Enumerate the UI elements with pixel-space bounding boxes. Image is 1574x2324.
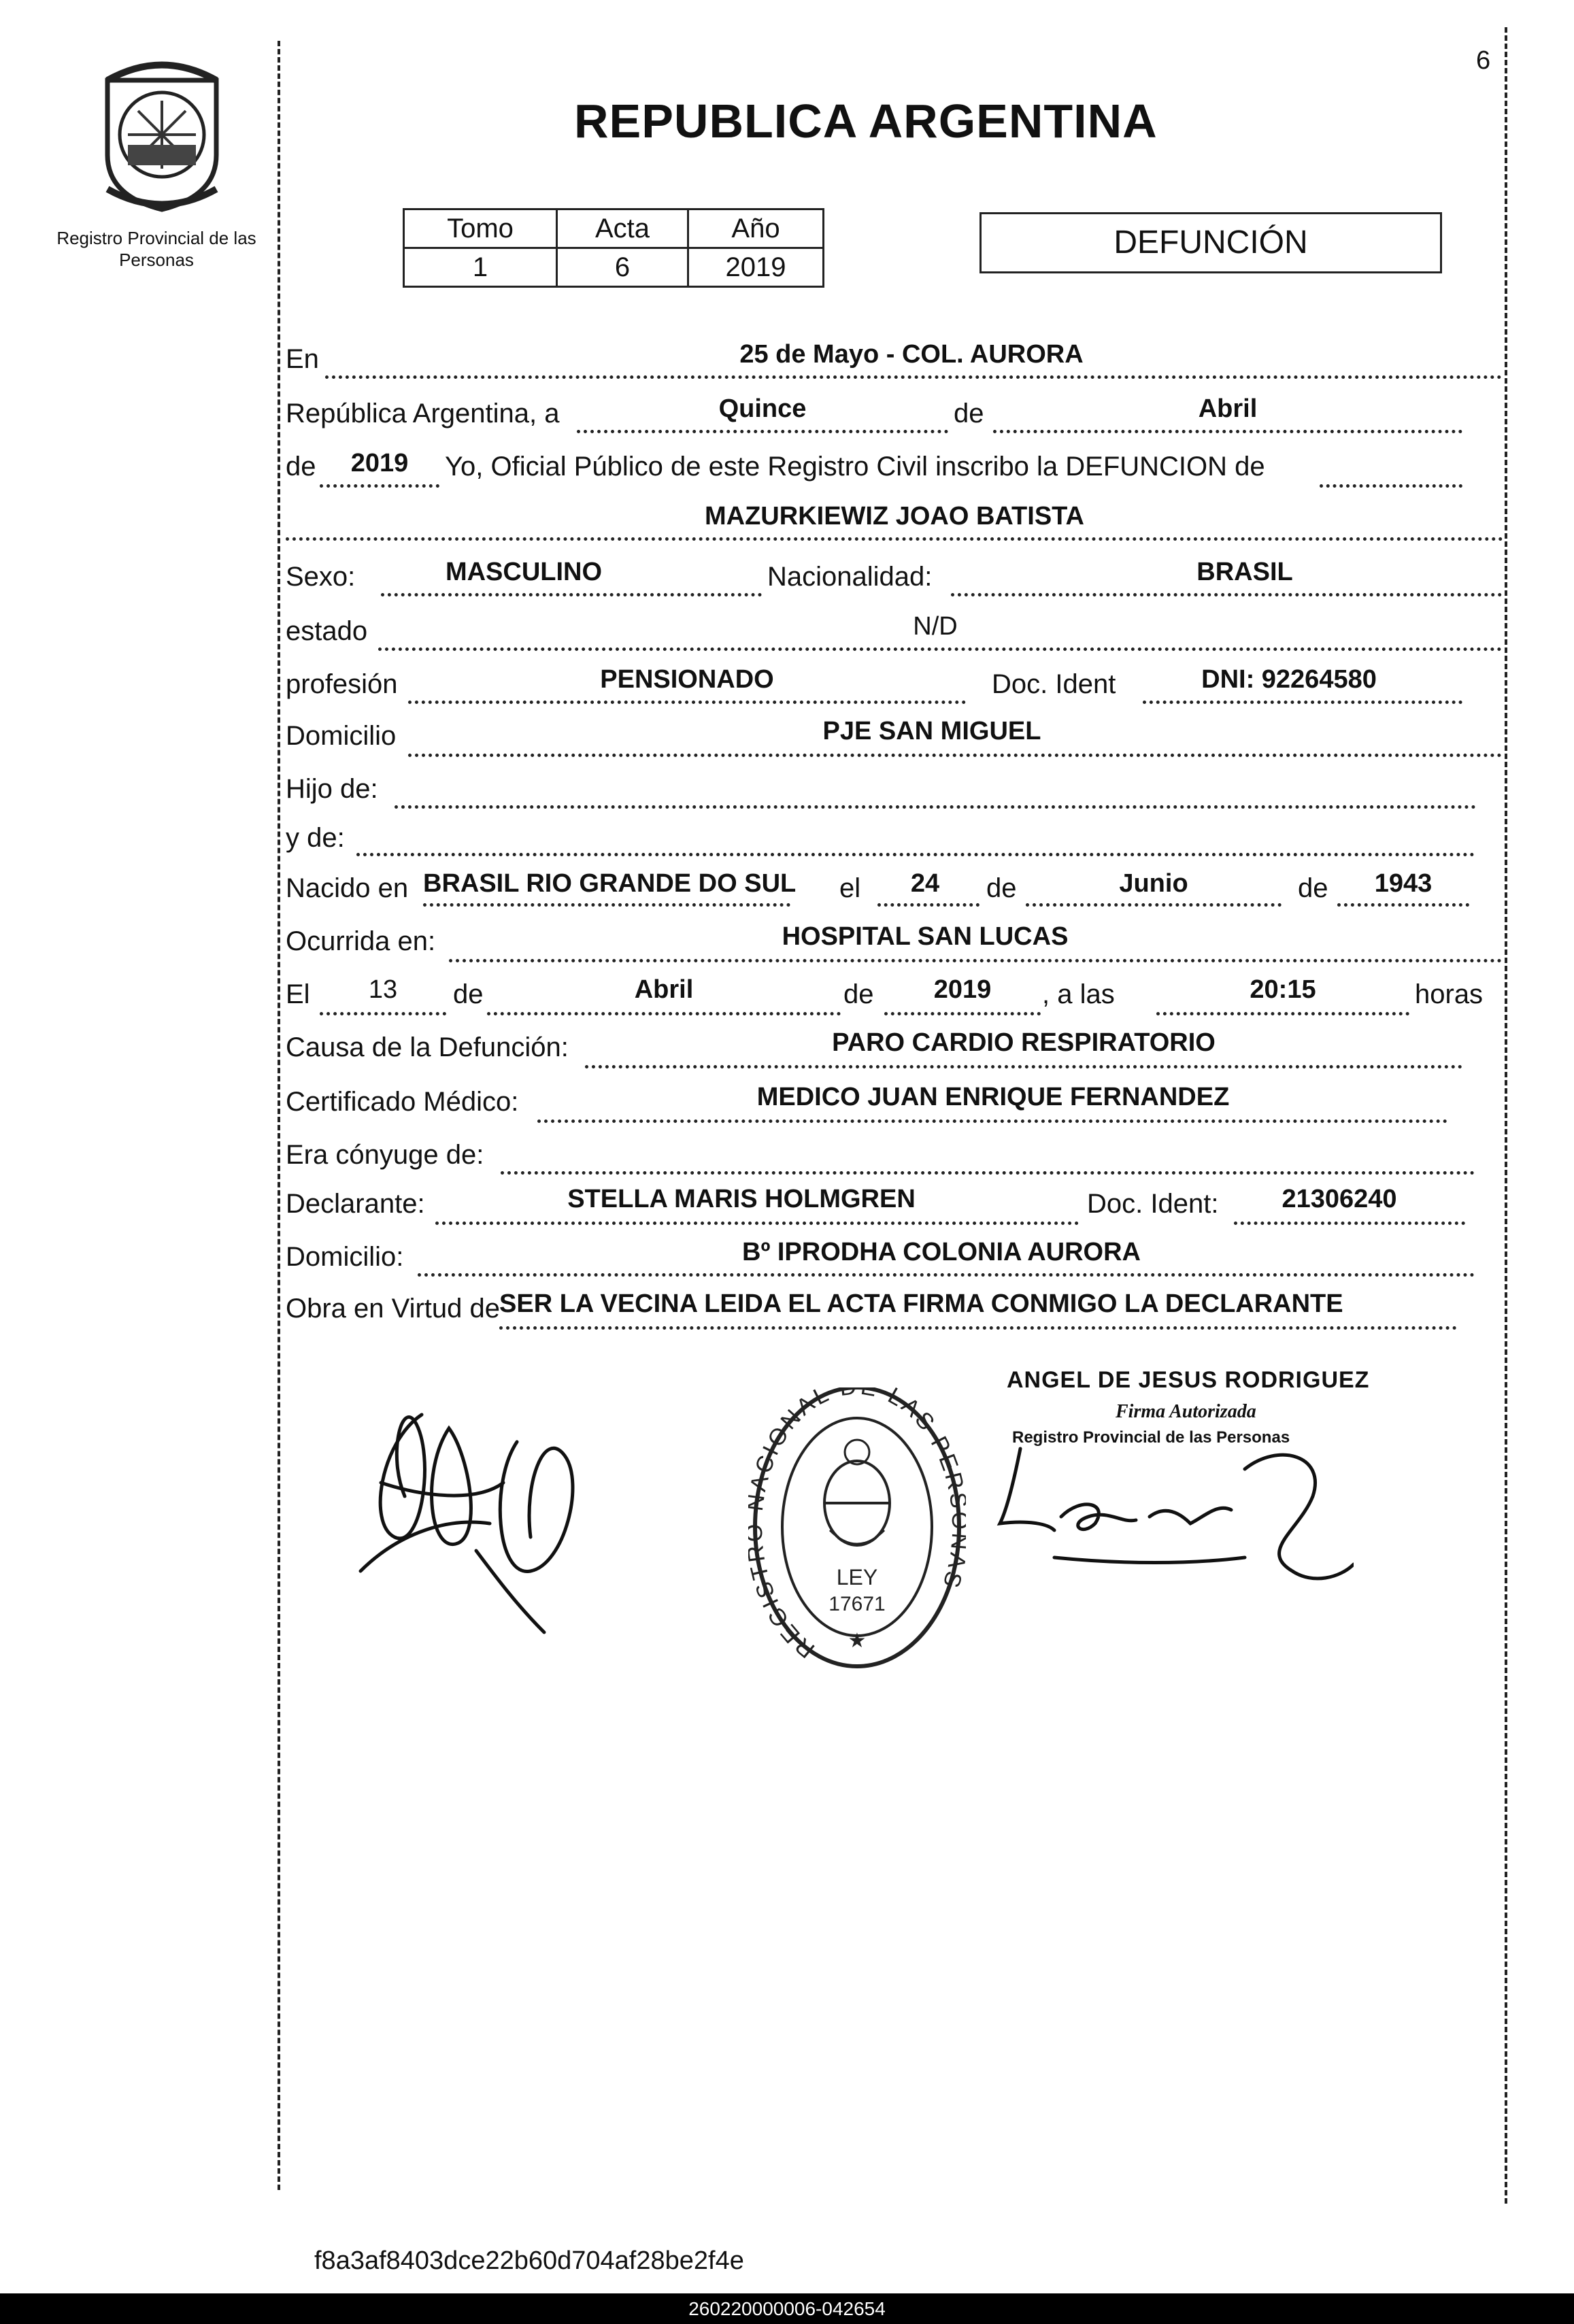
declarante-doc-value: 21306240 bbox=[1282, 1185, 1397, 1213]
domicilio2-label: Domicilio: bbox=[286, 1242, 404, 1272]
dotted-line bbox=[951, 593, 1502, 596]
dotted-line bbox=[449, 959, 1502, 962]
inscribo-text: Yo, Oficial Público de este Registro Civil inscribo la DEFUNCION de bbox=[445, 452, 1265, 482]
dotted-line bbox=[487, 1012, 841, 1015]
dotted-line bbox=[1234, 1222, 1465, 1225]
dotted-line bbox=[1156, 1012, 1409, 1015]
dotted-line bbox=[286, 537, 1503, 541]
declarant-signature bbox=[340, 1401, 626, 1646]
causa-label: Causa de la Defunción: bbox=[286, 1032, 569, 1062]
place-value: 25 de Mayo - COL. AURORA bbox=[739, 340, 1084, 369]
officer-name: ANGEL DE JESUS RODRIGUEZ bbox=[1007, 1367, 1370, 1393]
horas-label: horas bbox=[1415, 979, 1484, 1009]
dotted-line bbox=[1143, 701, 1462, 704]
registry-name: Registro Provincial de las Personas bbox=[56, 228, 256, 270]
declarante-domicilio-value: Bº IPRODHA COLONIA AURORA bbox=[742, 1238, 1141, 1266]
y-de-label: y de: bbox=[286, 823, 345, 853]
dotted-line bbox=[395, 805, 1476, 809]
dotted-line bbox=[418, 1273, 1475, 1277]
day-value: Quince bbox=[718, 394, 807, 423]
nacido-en-value: BRASIL RIO GRANDE DO SUL bbox=[423, 869, 797, 898]
domicilio-label: Domicilio bbox=[286, 721, 397, 751]
dotted-line bbox=[877, 903, 979, 907]
certificado-label: Certificado Médico: bbox=[286, 1087, 519, 1117]
record-table bbox=[403, 208, 824, 288]
doc-ident-label: Doc. Ident: bbox=[1087, 1189, 1219, 1219]
ocurrida-value: HOSPITAL SAN LUCAS bbox=[782, 922, 1069, 951]
dotted-line bbox=[537, 1119, 1447, 1123]
document-hash: f8a3af8403dce22b60d704af28be2f4e bbox=[314, 2246, 744, 2275]
death-time-value: 20:15 bbox=[1250, 975, 1316, 1004]
officer-registry: Registro Provincial de las Personas bbox=[1012, 1428, 1290, 1447]
sexo-label: Sexo: bbox=[286, 562, 356, 592]
barcode-id-bar: 260220000006-042654 bbox=[0, 2293, 1574, 2324]
hijo-label: Hijo de: bbox=[286, 774, 378, 804]
de-label: de bbox=[843, 979, 874, 1009]
estado-label: estado bbox=[286, 616, 368, 646]
de-label: de bbox=[986, 873, 1017, 903]
sexo-value: MASCULINO bbox=[445, 558, 603, 586]
seal-ley: LEY bbox=[836, 1565, 878, 1589]
seal-ring-text: REGIS CIONAL E LAS PE S bbox=[750, 1387, 966, 1664]
page-title: REPUBLICA ARGENTINA bbox=[574, 95, 1158, 148]
table-header: Año bbox=[688, 209, 824, 248]
nacionalidad-label: Nacionalidad: bbox=[767, 562, 933, 592]
table-row bbox=[404, 248, 824, 287]
table-header: Acta bbox=[557, 209, 688, 248]
misiones-logo bbox=[80, 53, 244, 216]
dotted-line bbox=[325, 375, 1502, 379]
birth-day-value: 24 bbox=[910, 869, 940, 898]
birth-year-value: 1943 bbox=[1374, 869, 1433, 898]
dotted-line bbox=[1337, 903, 1469, 907]
de-label: de bbox=[453, 979, 484, 1009]
table-cell: 1 bbox=[404, 248, 557, 287]
de-label: de bbox=[954, 399, 984, 428]
republica-label: República Argentina, a bbox=[286, 399, 560, 428]
table-cell: 6 bbox=[557, 248, 688, 287]
conyuge-label: Era cónyuge de: bbox=[286, 1140, 484, 1170]
dotted-line bbox=[408, 701, 966, 704]
death-month-value: Abril bbox=[634, 975, 694, 1004]
declarante-value: STELLA MARIS HOLMGREN bbox=[567, 1185, 916, 1213]
dotted-line bbox=[1026, 903, 1282, 907]
death-year-value: 2019 bbox=[933, 975, 992, 1004]
dotted-line bbox=[577, 430, 948, 433]
el-date-label: El bbox=[286, 979, 310, 1009]
officer-role: Firma Autorizada bbox=[1116, 1401, 1256, 1422]
record-type: DEFUNCIÓN bbox=[979, 212, 1442, 273]
causa-value: PARO CARDIO RESPIRATORIO bbox=[832, 1028, 1216, 1057]
profesion-label: profesión bbox=[286, 669, 398, 699]
dotted-line bbox=[993, 430, 1462, 433]
year-value: 2019 bbox=[350, 449, 409, 477]
table-header: Tomo bbox=[404, 209, 557, 248]
table-header-row bbox=[404, 209, 824, 248]
dotted-line bbox=[499, 1326, 1457, 1330]
right-border-line bbox=[1505, 27, 1507, 2204]
en-label: En bbox=[286, 344, 319, 374]
el-label: el bbox=[839, 873, 861, 903]
official-seal bbox=[748, 1387, 966, 1673]
a-las-label: , a las bbox=[1042, 979, 1115, 1009]
dotted-line bbox=[320, 1012, 446, 1015]
dotted-line bbox=[378, 647, 1502, 651]
dotted-line bbox=[435, 1222, 1079, 1225]
declarante-label: Declarante: bbox=[286, 1189, 425, 1219]
de-label: de bbox=[286, 452, 316, 482]
seal-ley-number: 17671 bbox=[828, 1593, 886, 1615]
month-value: Abril bbox=[1198, 394, 1258, 423]
de-label: de bbox=[1298, 873, 1328, 903]
dotted-line bbox=[356, 853, 1475, 856]
obra-label: Obra en Virtud de bbox=[286, 1294, 501, 1324]
officer-signature bbox=[973, 1428, 1354, 1592]
dotted-line bbox=[320, 484, 439, 488]
dotted-line bbox=[585, 1065, 1462, 1068]
certificado-value: MEDICO JUAN ENRIQUE FERNANDEZ bbox=[756, 1083, 1230, 1111]
doc-label: Doc. Ident bbox=[992, 669, 1116, 699]
dotted-line bbox=[884, 1012, 1041, 1015]
nacionalidad-value: BRASIL bbox=[1196, 558, 1293, 586]
doc-value: DNI: 92264580 bbox=[1201, 665, 1377, 694]
nacido-label: Nacido en bbox=[286, 873, 409, 903]
ocurrida-label: Ocurrida en: bbox=[286, 926, 436, 956]
svg-text:★: ★ bbox=[848, 1629, 867, 1653]
dotted-line bbox=[501, 1171, 1475, 1175]
profesion-value: PENSIONADO bbox=[600, 665, 774, 694]
estado-value: N/D bbox=[913, 612, 958, 641]
table-cell: 2019 bbox=[688, 248, 824, 287]
dotted-line bbox=[408, 754, 1502, 757]
death-day-value: 13 bbox=[368, 975, 398, 1004]
birth-month-value: Junio bbox=[1119, 869, 1188, 898]
deceased-name: MAZURKIEWIZ JOAO BATISTA bbox=[705, 502, 1084, 531]
domicilio-value: PJE SAN MIGUEL bbox=[822, 717, 1041, 745]
dotted-line bbox=[381, 593, 762, 596]
dotted-line bbox=[1320, 484, 1462, 488]
obra-value: SER LA VECINA LEIDA EL ACTA FIRMA CONMIGO LA DECLARANTE bbox=[499, 1290, 1343, 1318]
left-border-line bbox=[278, 41, 280, 2190]
page-number: 6 bbox=[1476, 46, 1491, 75]
dotted-line bbox=[423, 903, 790, 907]
